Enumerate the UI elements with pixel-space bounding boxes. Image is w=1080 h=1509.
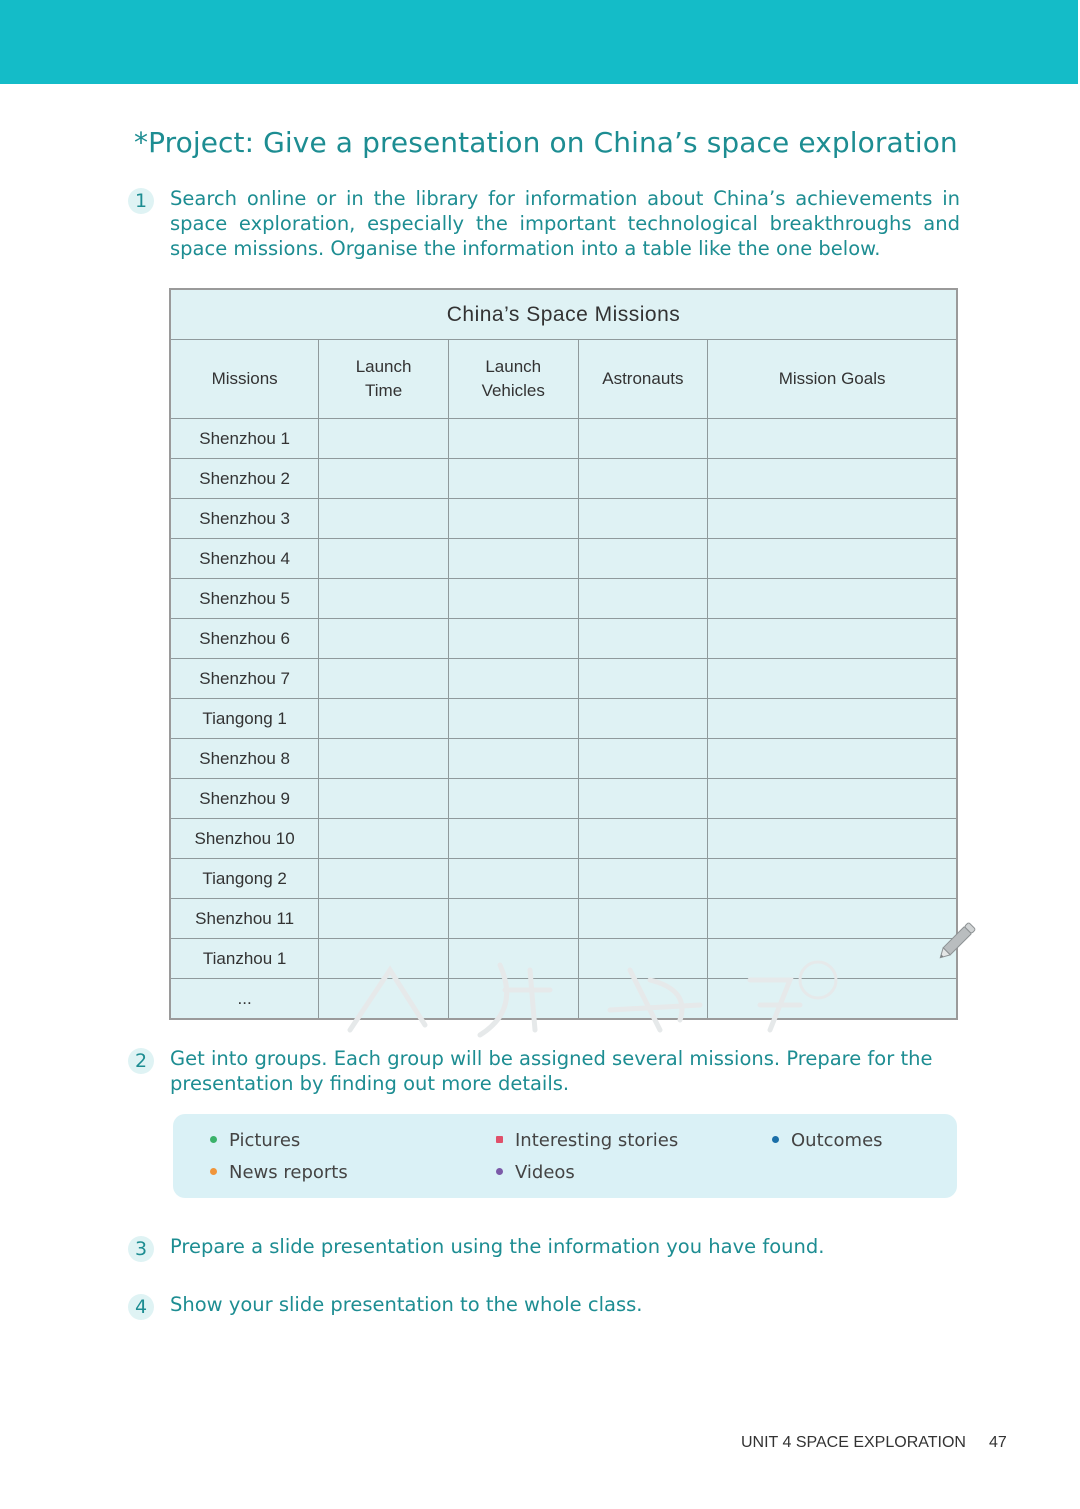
mission-name-cell: Tiangong 2	[170, 859, 319, 899]
mission-name-cell: Shenzhou 11	[170, 899, 319, 939]
empty-cell	[448, 739, 578, 779]
empty-cell	[319, 659, 449, 699]
table-row	[170, 419, 957, 459]
mission-name-cell: Shenzhou 4	[170, 539, 319, 579]
mission-name-cell: Shenzhou 7	[170, 659, 319, 699]
empty-cell	[578, 979, 708, 1020]
table-row	[170, 779, 957, 819]
empty-cell	[319, 499, 449, 539]
topic-interesting-stories	[496, 1130, 678, 1151]
header-launch-time: Launch Time	[319, 340, 449, 419]
table-row	[170, 699, 957, 739]
empty-cell	[319, 819, 449, 859]
empty-cell	[319, 539, 449, 579]
empty-cell	[448, 459, 578, 499]
empty-cell	[319, 899, 449, 939]
bullet-dot-icon	[496, 1168, 503, 1175]
mission-name-cell: Shenzhou 10	[170, 819, 319, 859]
step-number: 4	[128, 1294, 154, 1320]
empty-cell	[319, 699, 449, 739]
empty-cell	[578, 499, 708, 539]
empty-cell	[448, 779, 578, 819]
empty-cell	[708, 779, 957, 819]
mission-name-cell: Shenzhou 1	[170, 419, 319, 459]
mission-name-cell: ...	[170, 979, 319, 1020]
empty-cell	[708, 819, 957, 859]
empty-cell	[708, 499, 957, 539]
empty-cell	[578, 939, 708, 979]
table-row	[170, 659, 957, 699]
step-text: Show your slide presentation to the whole class.	[170, 1293, 643, 1316]
empty-cell	[448, 539, 578, 579]
empty-cell	[448, 619, 578, 659]
mission-name-cell: Tianzhou 1	[170, 939, 319, 979]
empty-cell	[708, 659, 957, 699]
empty-cell	[578, 419, 708, 459]
empty-cell	[578, 459, 708, 499]
table-row	[170, 459, 957, 499]
table-row	[170, 859, 957, 899]
empty-cell	[578, 579, 708, 619]
empty-cell	[578, 739, 708, 779]
topic-label: Interesting stories	[515, 1130, 679, 1151]
empty-cell	[578, 539, 708, 579]
table-row	[170, 939, 957, 979]
step-text: Get into groups. Each group will be assigned several missions. Prepare for the presentation by finding out more details.	[170, 1047, 933, 1095]
empty-cell	[319, 579, 449, 619]
header-missions: Missions	[170, 340, 319, 419]
header-mission-goals: Mission Goals	[708, 340, 957, 419]
empty-cell	[319, 779, 449, 819]
empty-cell	[578, 699, 708, 739]
footer-unit-label: UNIT 4 SPACE EXPLORATION	[741, 1434, 966, 1451]
empty-cell	[448, 419, 578, 459]
step-number: 3	[128, 1236, 154, 1262]
table-row	[170, 739, 957, 779]
empty-cell	[319, 939, 449, 979]
table-row	[170, 619, 957, 659]
table-row	[170, 979, 957, 1020]
empty-cell	[708, 939, 957, 979]
mission-name-cell: Shenzhou 5	[170, 579, 319, 619]
empty-cell	[448, 659, 578, 699]
step-number: 2	[128, 1048, 154, 1074]
table-row	[170, 819, 957, 859]
page-number: 47	[989, 1434, 1007, 1451]
empty-cell	[319, 419, 449, 459]
empty-cell	[578, 899, 708, 939]
empty-cell	[708, 979, 957, 1020]
step-text: Prepare a slide presentation using the information you have found.	[170, 1235, 825, 1258]
empty-cell	[448, 579, 578, 619]
empty-cell	[448, 939, 578, 979]
empty-cell	[448, 979, 578, 1020]
mission-name-cell: Shenzhou 2	[170, 459, 319, 499]
step-text: Search online or in the library for information about China’s achievements in space exploration, especially the important technological breakthroughs and space missions. Organise the information into a table like the one below.	[170, 187, 960, 260]
topic-pictures	[210, 1130, 300, 1151]
mission-name-cell: Shenzhou 8	[170, 739, 319, 779]
topic-videos	[496, 1162, 575, 1183]
topic-label: Videos	[515, 1162, 575, 1183]
table-title: China’s Space Missions	[170, 289, 957, 340]
mission-name-cell: Shenzhou 6	[170, 619, 319, 659]
table-row	[170, 899, 957, 939]
bullet-dot-icon	[210, 1136, 217, 1143]
empty-cell	[319, 619, 449, 659]
empty-cell	[578, 779, 708, 819]
empty-cell	[448, 899, 578, 939]
table-row	[170, 499, 957, 539]
empty-cell	[448, 859, 578, 899]
empty-cell	[708, 699, 957, 739]
empty-cell	[319, 979, 449, 1020]
top-color-band	[0, 0, 1078, 84]
empty-cell	[448, 699, 578, 739]
missions-table	[169, 288, 958, 1020]
empty-cell	[708, 859, 957, 899]
empty-cell	[319, 459, 449, 499]
topics-box	[173, 1114, 957, 1198]
empty-cell	[578, 819, 708, 859]
topic-outcomes	[772, 1130, 883, 1151]
bullet-dot-icon	[496, 1136, 503, 1143]
header-launch-vehicles: Launch Vehicles	[448, 340, 578, 419]
topic-news-reports	[210, 1162, 348, 1183]
table-row	[170, 539, 957, 579]
pencil-icon	[932, 914, 984, 966]
empty-cell	[319, 739, 449, 779]
header-astronauts: Astronauts	[578, 340, 708, 419]
page-title: *Project: Give a presentation on China’s space exploration	[134, 126, 958, 159]
mission-name-cell: Tiangong 1	[170, 699, 319, 739]
empty-cell	[708, 739, 957, 779]
empty-cell	[708, 419, 957, 459]
empty-cell	[708, 539, 957, 579]
empty-cell	[578, 659, 708, 699]
empty-cell	[708, 579, 957, 619]
topic-label: Pictures	[229, 1130, 301, 1151]
empty-cell	[708, 899, 957, 939]
empty-cell	[708, 619, 957, 659]
topic-label: Outcomes	[791, 1130, 883, 1151]
topic-label: News reports	[229, 1162, 348, 1183]
empty-cell	[578, 859, 708, 899]
empty-cell	[448, 499, 578, 539]
step-number: 1	[128, 188, 154, 214]
empty-cell	[448, 819, 578, 859]
empty-cell	[578, 619, 708, 659]
empty-cell	[708, 459, 957, 499]
table-row	[170, 579, 957, 619]
mission-name-cell: Shenzhou 9	[170, 779, 319, 819]
bullet-dot-icon	[772, 1136, 779, 1143]
mission-name-cell: Shenzhou 3	[170, 499, 319, 539]
empty-cell	[319, 859, 449, 899]
bullet-dot-icon	[210, 1168, 217, 1175]
